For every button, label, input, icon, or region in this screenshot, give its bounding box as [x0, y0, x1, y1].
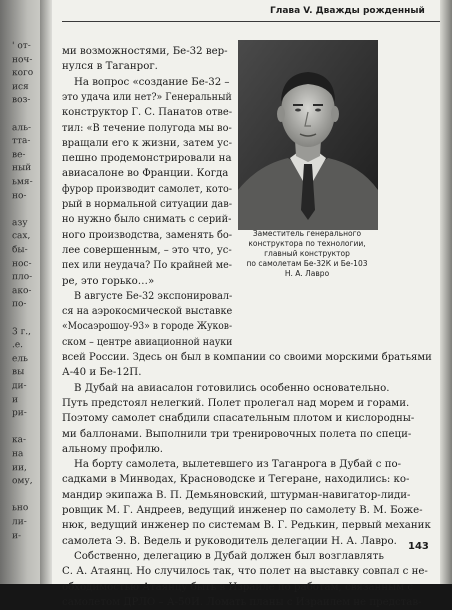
facing-page-fragment: ися — [12, 81, 29, 93]
text-line: В Дубай на авиасалон готовились особенно основательно. — [74, 382, 390, 394]
text-line: На вопрос «создание Бе-32 – — [74, 76, 230, 88]
facing-page-fragment: ель — [12, 353, 28, 365]
portrait-illustration — [238, 40, 378, 230]
text-line: но нужно было снимать с серий- — [62, 214, 232, 226]
facing-page-fragment: кого — [12, 68, 34, 79]
facing-page-fragment: тта- — [12, 136, 31, 147]
page-edge-shadow — [440, 0, 452, 584]
facing-page-fragment: ому, — [12, 476, 33, 487]
text-line: самолетом ДРЛО – А-50И. Ломать планы с Израилем не представ- — [62, 596, 422, 608]
text-line: вращали его к жизни, затем ус- — [62, 137, 233, 149]
text-line: Поэтому самолет снабдили спасательным плотом и кислородны- — [62, 413, 415, 425]
text-line: На борту самолета, вылетевшего из Таганрога в Дубай с по- — [74, 459, 402, 471]
facing-page-fragment: вы — [12, 367, 25, 378]
page-number: 143 — [408, 541, 429, 552]
text-line: мандир экипажа В. П. Демьяновский, штурман-навигатор-лиди- — [62, 489, 411, 501]
photo-caption — [234, 229, 380, 279]
facing-page-fragment: сах, — [12, 231, 31, 242]
facing-page-fragment: .е. — [12, 340, 24, 351]
facing-page-fragment: ако- — [12, 285, 32, 297]
text-line: лее совершенным, – это что, ус- — [62, 244, 232, 256]
text-line: ми возможностями, Бе-32 вер- — [62, 46, 228, 57]
facing-page-fragment: ии, — [12, 462, 27, 473]
facing-page-fragment: азу — [12, 217, 28, 229]
facing-page-fragment: на — [12, 449, 24, 460]
text-line: это удача или нет?» Генеральный — [62, 91, 232, 103]
text-line: В августе Бе-32 экспонировал- — [74, 290, 233, 302]
text-line: ми баллонами. Выполнили три тренировочных полета по специ- — [62, 428, 412, 440]
facing-page-fragment: ный — [12, 163, 32, 174]
text-line: фурор производит самолет, кото- — [62, 183, 233, 195]
text-line: ся на аэрокосмической выставке — [62, 306, 233, 318]
facing-page-fragment: ри- — [12, 408, 27, 419]
text-line: А-40 и Бе-12П. — [62, 367, 142, 379]
portrait-photo — [238, 40, 378, 230]
facing-page-fragment: бы- — [12, 245, 28, 256]
facing-page-fragment: ди- — [12, 381, 27, 392]
text-line: тил: «В течение полугода мы во- — [62, 122, 232, 134]
text-line: самолета Э. В. Ведель и руководитель делегации Н. А. Лавро. — [62, 535, 397, 547]
text-line: пех или неудача? По крайней ме- — [62, 260, 233, 272]
text-line: альному профилю. — [62, 443, 163, 455]
text-line: всей России. Здесь он был в компании со своими морскими братьями — [62, 352, 432, 363]
text-line: рый в нормальной ситуации дав- — [62, 199, 233, 210]
text-line: конструктор Г. С. Панатов отве- — [62, 107, 233, 119]
facing-page-fragment: ьно — [12, 503, 29, 514]
text-line: Собственно, делегацию в Дубай должен был возглавлять — [74, 550, 384, 562]
text-line: садками в Минводах, Красноводске и Тегеране, находились: ко- — [62, 474, 410, 486]
facing-page-fragment: аль- — [12, 122, 32, 133]
facing-page-fragment: и- — [12, 530, 22, 541]
text-line: нулся в Таганрог. — [62, 61, 158, 73]
facing-page-fragment: ьмя- — [12, 176, 33, 188]
text-line: С. А. Атаянц. Но случилось так, что полет на выставку совпал с не- — [62, 566, 428, 578]
facing-page-fragment: ли- — [12, 517, 27, 528]
text-line: авиасалоне во Франции. Когда — [62, 168, 229, 180]
text-line: обходимостью Атаянцу быть в Израиле по работам, связанным с — [62, 581, 414, 593]
caption-line: по самолетам Бе-32К и Бе-103 — [246, 259, 368, 268]
facing-page-fragment: ноч- — [12, 54, 33, 65]
facing-page-fragment: нос- — [12, 258, 32, 269]
text-line: ровщик М. Г. Андреев, ведущий инженер по самолету В. М. Боже- — [62, 505, 423, 516]
text-line: ре, это горько…» — [62, 275, 155, 287]
facing-page-fragment: 3 г., — [12, 326, 32, 337]
text-line: Путь предстоял нелегкий. Полет пролегал над морем и горами. — [62, 397, 410, 409]
caption-line: конструктора по технологии, — [248, 239, 366, 248]
header-rule — [62, 21, 440, 22]
text-line: нюк, ведущий инженер по системам В. Г. Редькин, первый механик — [62, 520, 431, 532]
facing-page-fragment: ка- — [12, 435, 27, 446]
facing-page-fragment: и — [12, 394, 18, 405]
text-line: ного производства, заменять бо- — [62, 229, 233, 241]
facing-page-fragment: ве- — [12, 149, 26, 161]
facing-page-fragment: но- — [12, 190, 27, 201]
facing-page-fragment: ' от- — [12, 40, 31, 52]
caption-line: главный конструктор — [264, 249, 350, 258]
caption-line: Заместитель генерального — [252, 229, 362, 238]
facing-page-fragment: по- — [12, 299, 27, 310]
text-line: «Мосаэрошоу-93» в городе Жуков- — [62, 321, 233, 333]
running-header: Глава V. Дважды рожденный — [270, 6, 425, 16]
caption-line: Н. А. Лавро — [284, 269, 330, 278]
facing-page-fragment: воз- — [12, 95, 31, 106]
text-line: пешно продемонстрировали на — [62, 153, 232, 165]
facing-page-fragment: пло- — [12, 272, 33, 283]
text-line: ском – центре авиационной науки — [62, 336, 233, 348]
